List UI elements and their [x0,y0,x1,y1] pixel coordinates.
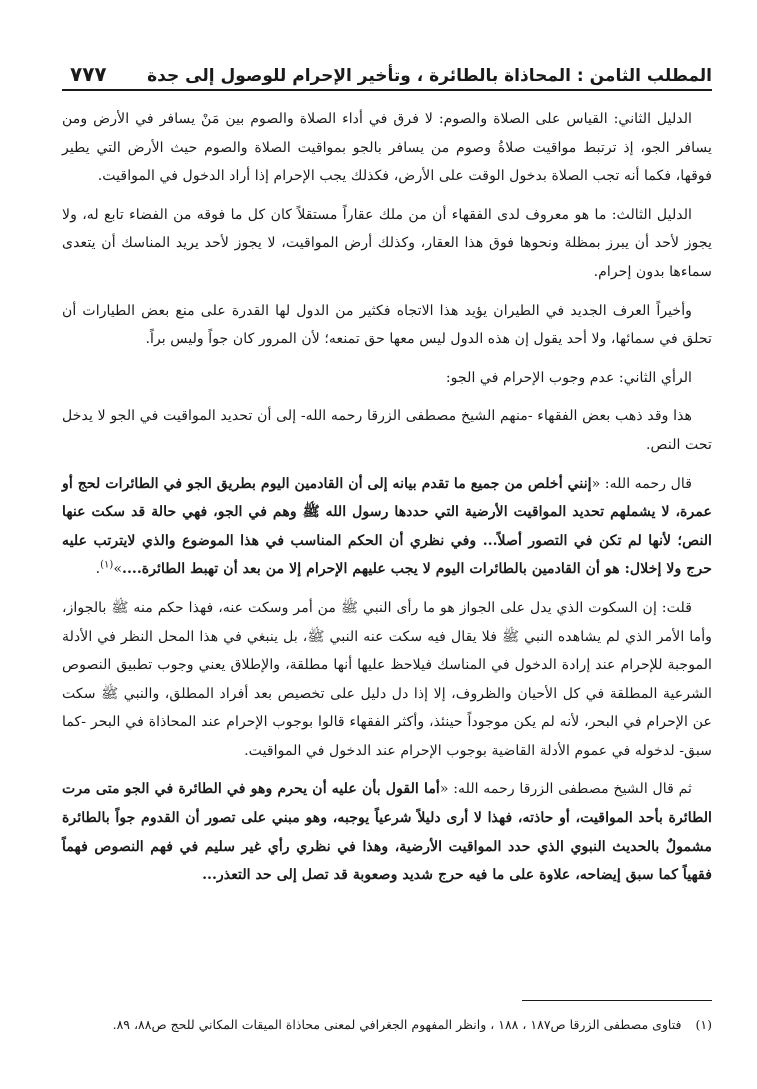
quote-bold-text: إنني أخلص من جميع ما تقدم بيانه إلى أن القادمين اليوم بطريق الجو في الطائرات لحج أو عمرة، لا يشملهم تحديد المواقيت الأرضية التي حددها رسول الله ﷺ وهم في الجو، فهي حالة قد سكت عنها النص؛ لأنها لم تكن في التصور أصلاً... وفي نظري أن الحكم المناسب في هذا الموضوع والذي لايترتب عليه حرج ولا إخلال: هو أن القادمين بالطائرات اليوم لا يجب عليهم الإحرام إلا من بعد أن تهبط الطائرة.... [62,475,712,578]
paragraph-third-evidence: الدليل الثالث: ما هو معروف لدى الفقهاء أن من ملك عقاراً مستقلاً كان كل ما فوقه من الفضاء تابع له، ولا يجوز لأحد أن يبرز بمظلة ونحوها فوق هذا العقار، وكذلك أرض المواقيت، لا يجوز لأحد يريد المناسك أن يتعدى سماءها بدون إحرام. [62,206,712,280]
quote-zarqa-first [62,470,712,584]
quote-zarqa-second [62,775,712,889]
page-body [62,105,712,890]
running-header [62,52,712,91]
paragraph-second-opinion-heading: الرأي الثاني: عدم وجوب الإحرام في الجو: [445,369,692,386]
paragraph-author-comment: قلت: إن السكوت الذي يدل على الجواز هو ما رأى النبي ﷺ من أمر وسكت عنه، فهذا حكم منه ﷺ بالجواز، وأما الأمر الذي لم يشاهده النبي ﷺ فلا يقال فيه سكت عنه النبي ﷺ، بل ينبغي في هذا المحل النظر في الأدلة الموجبة للإحرام عند إرادة الدخول في المناسك فيلاحظ عليها أنها مطلقة، والإطلاق يعني وجوب تطبيق النصوص الشرعية المطلقة في كل الأحيان والظروف، إلا إذا دل دليل على تخصيص بعد أفراد المطلق، والنبي ﷺ سكت عن الإحرام في البحر، لأنه لم يكن موجوداً حينئذ، وأكثر الفقهاء قالوا بوجوب الإحرام عند المحاذاة في البحر -كما سبق- لدخوله في عموم الأدلة القاضية بوجوب الإحرام عند الدخول في المواقيت. [62,599,712,759]
book-page [62,52,712,1032]
footnote-number: (١) [695,1017,712,1032]
footnote-text: فتاوى مصطفى الزرقا ص١٨٧ ، ١٨٨ ، وانظر المفهوم الجغرافي لمعنى محاذاة الميقات المكاني للحج ص٨٨، ٨٩. [112,1017,682,1032]
footnote [62,1012,712,1038]
footnote-divider [522,1000,712,1001]
quote-bold-text: أما القول بأن عليه أن يحرم وهو في الطائرة في الجو متى مرت الطائرة بأحد المواقيت، أو حاذته، فهذا لا أرى دليلاً شرعياً يوجبه، وهو مبني على تصور أن القدوم جواً بالطائرة مشمولٌ بالحديث النبوي الذي حدد المواقيت الأرضية، وهذا في نظري رأي غير سليم في فهم النصوص فهماً فقهياً كما سبق إيضاحه، علاوة على ما فيه حرج شديد وصعوبة قد تصل إلى حد التعذر... [62,781,712,884]
paragraph-second-evidence: الدليل الثاني: القياس على الصلاة والصوم: لا فرق في أداء الصلاة والصوم بين مَنْ يسافر في الأرض ومن يسافر الجو، إذ ترتبط مواقيت صلاةُ وصوم من يسافر بالجو بمواقيت الصلاة والصوم حيث الأرض التي يطير فوقها، فكما أنه تجب الصلاة بدخول الوقت على الأرض، فكذلك يجب الإحرام إذا أراد الدخول في المواقيت. [62,111,712,185]
header-title: المطلب الثامن : المحاذاة بالطائرة ، وتأخير الإحرام للوصول إلى جدة [147,66,712,86]
paragraph-zarqa-view: هذا وقد ذهب بعض الفقهاء -منهم الشيخ مصطفى الزرقا رحمه الله- إلى أن تحديد المواقيت في الجو لا يدخل تحت النص. [62,408,712,453]
footnote-marker: (١) [100,559,114,571]
quote-intro: ثم قال الشيخ مصطفى الزرقا رحمه الله: « [439,781,692,798]
quote-end: . [95,561,101,578]
page-number: ٧٧٧ [70,62,107,86]
paragraph-aviation-custom: وأخيراً العرف الجديد في الطيران يؤيد هذا الاتجاه فكثير من الدول لها القدرة على منع بعض الطيارات أن تحلق في سمائها، ولا أحد يقول إن هذه الدول ليس معها حق تمنعه؛ لأن المرور كان جواً وليس براً. [62,302,712,348]
quote-intro: قال رحمه الله: « [591,475,692,492]
quote-close: » [113,561,122,578]
